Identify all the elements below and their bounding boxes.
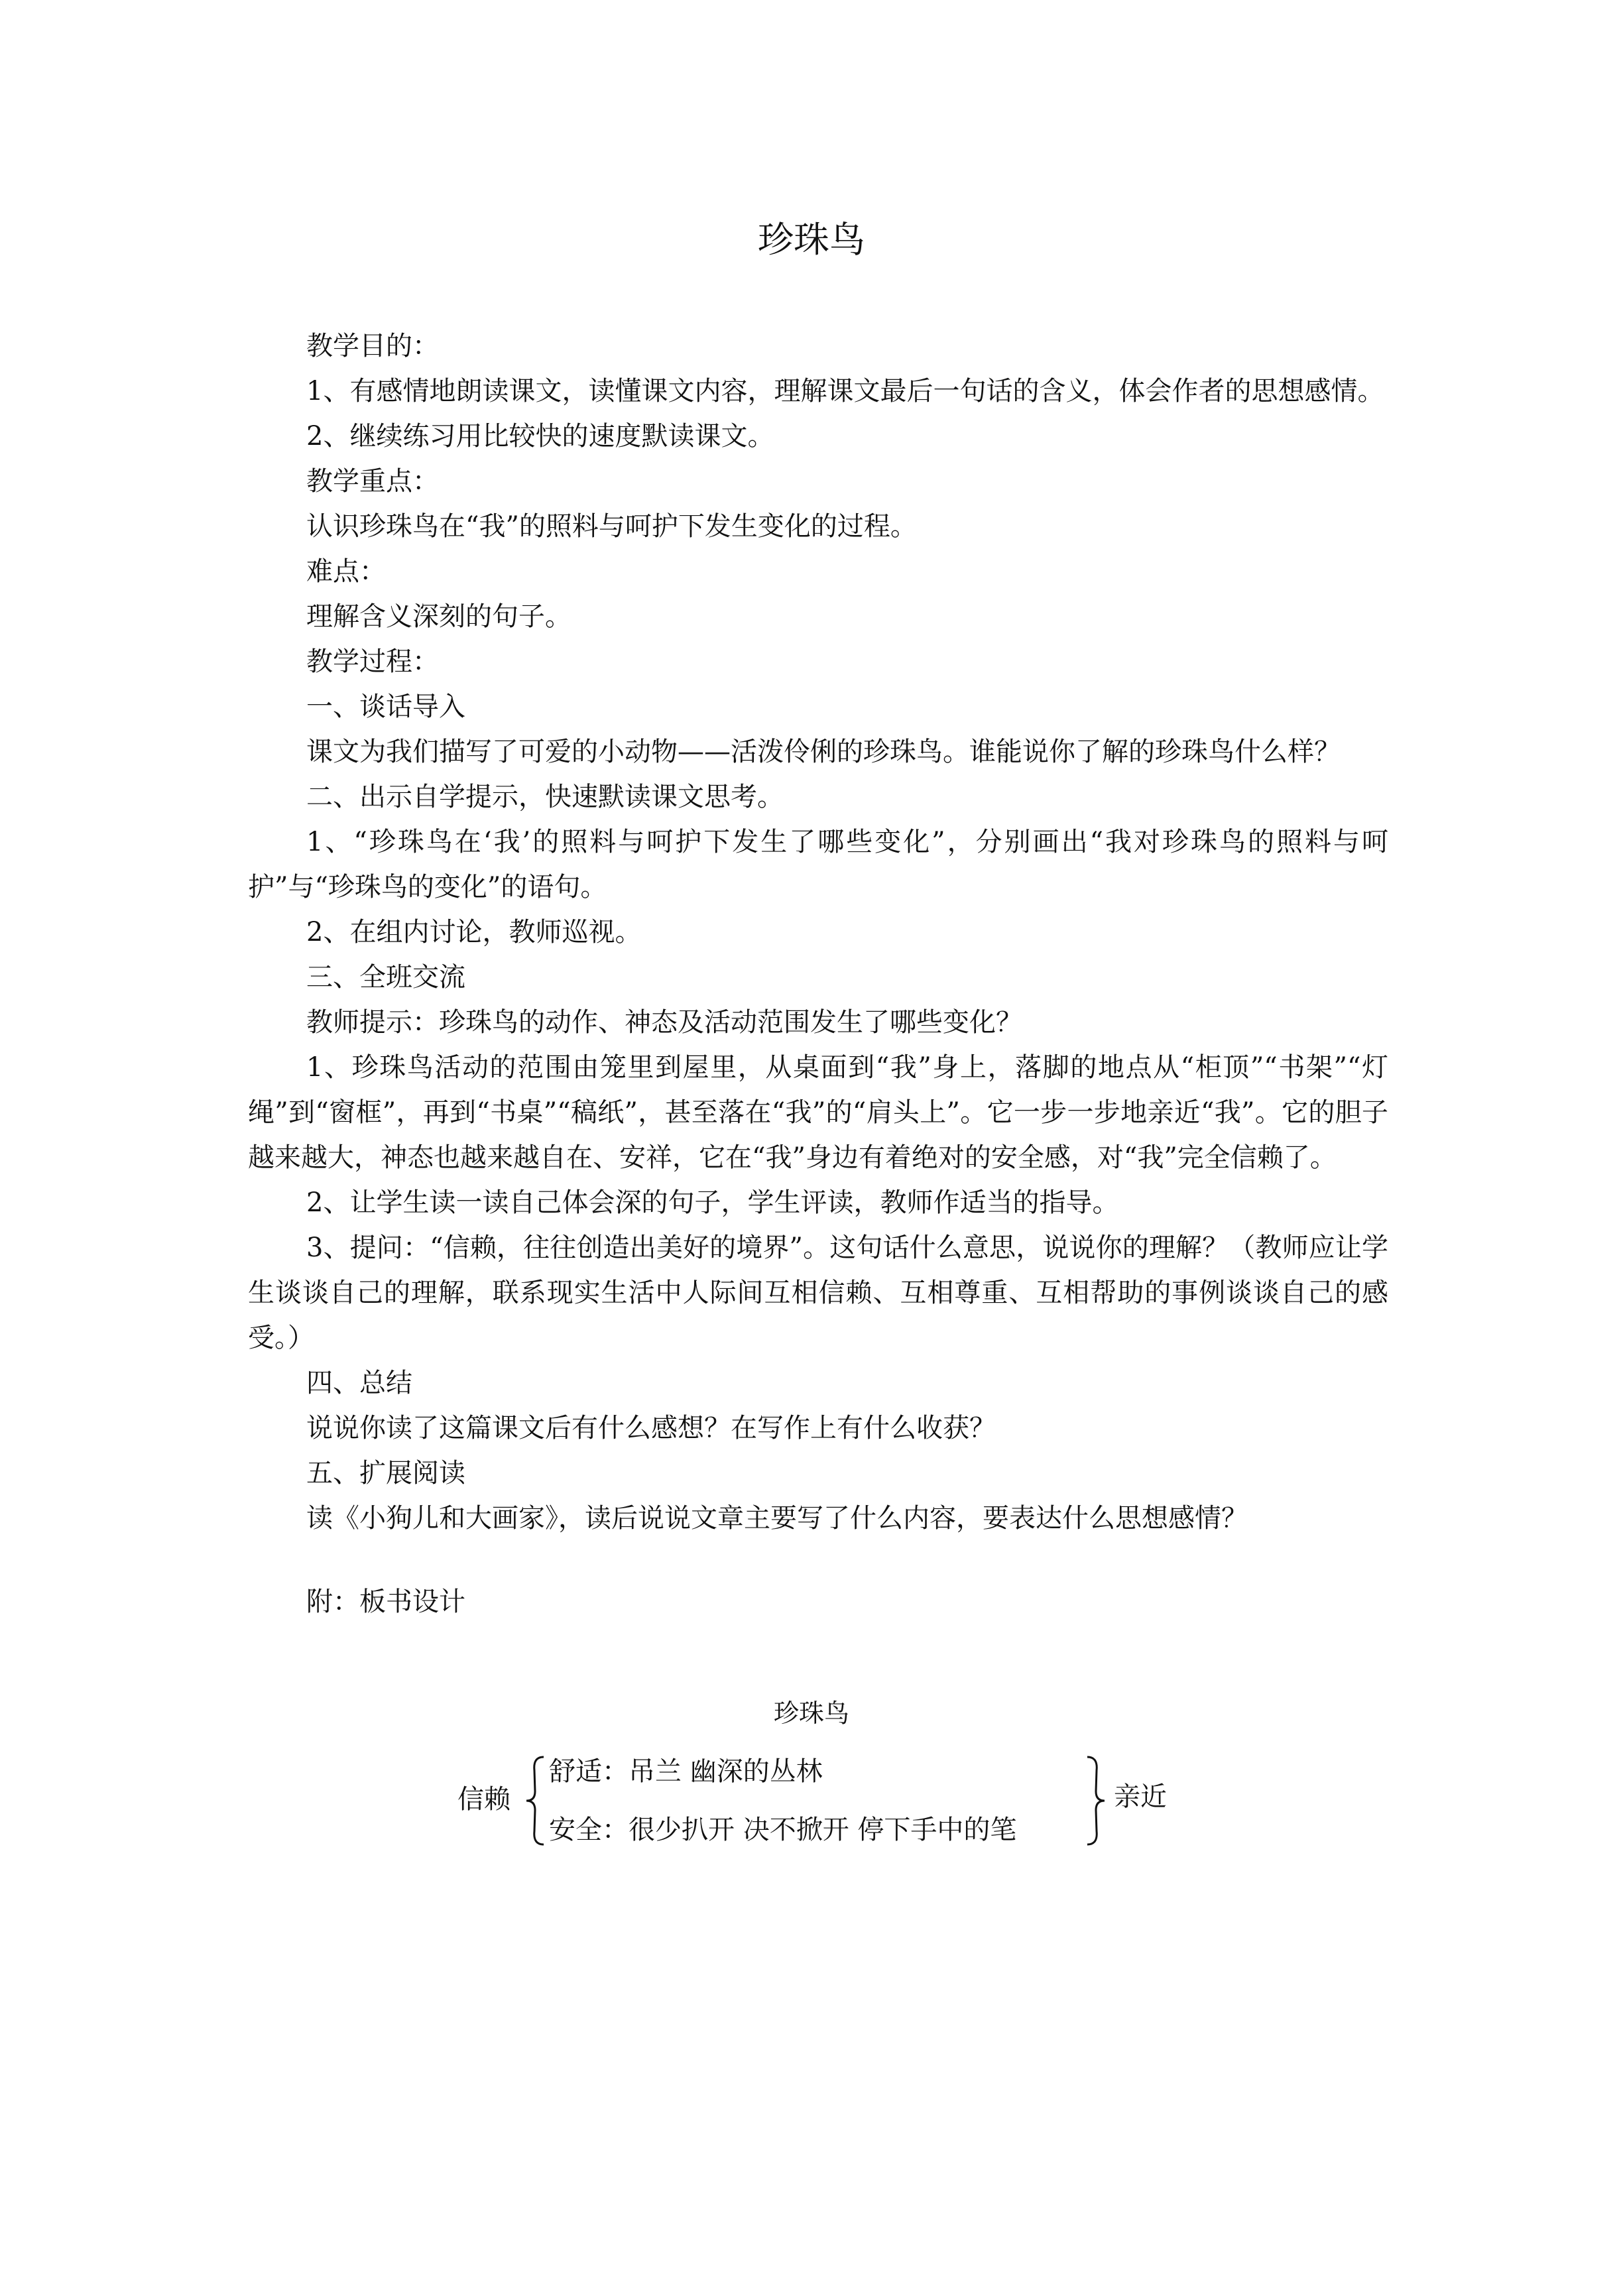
paragraph: 教学目的：	[306, 331, 439, 361]
paragraph: 理解含义深刻的句子。	[306, 601, 571, 632]
board-design	[457, 1750, 1213, 1856]
paragraph: 3、提问：“信赖，往往创造出美好的境界”。这句话什么意思，说说你的理解？（教师应让学生谈谈自己的理解，联系现实生活中人际间互相信赖、互相尊重、互相帮助的事例谈谈自己的感受。）	[248, 1233, 1388, 1353]
board-line-safety: 安全：很少扒开 决不掀开 停下手中的笔	[549, 1815, 1017, 1845]
paragraph: 读《小狗儿和大画家》，读后说说文章主要写了什么内容，要表达什么思想感情？	[306, 1503, 1248, 1534]
paragraph: 教学过程：	[306, 646, 439, 677]
page-title: 珍珠鸟	[758, 219, 865, 261]
paragraph: 教学重点：	[306, 466, 439, 497]
board-line-comfort: 舒适：吊兰 幽深的丛林	[549, 1756, 823, 1787]
board-left-label: 信赖	[457, 1784, 511, 1815]
paragraph: 二、出示自学提示，快速默读课文思考。	[306, 782, 784, 812]
board-right-label: 亲近	[1114, 1782, 1167, 1812]
paragraph: 2、让学生读一读自己体会深的句子，学生评读，教师作适当的指导。	[306, 1187, 1119, 1218]
paragraph: 四、总结	[306, 1368, 412, 1398]
paragraph: 教师提示：珍珠鸟的动作、神态及活动范围发生了哪些变化？	[306, 1007, 1022, 1038]
right-brace-icon	[1085, 1754, 1107, 1847]
paragraph: 三、全班交流	[306, 962, 465, 993]
paragraph: 五、扩展阅读	[306, 1458, 465, 1488]
spacer	[248, 1541, 1388, 1579]
paragraph: 说说你读了这篇课文后有什么感想？在写作上有什么收获？	[306, 1413, 996, 1443]
paragraph: 课文为我们描写了可爱的小动物——活泼伶俐的珍珠鸟。谁能说你了解的珍珠鸟什么样？	[306, 737, 1341, 767]
paragraph: 1、有感情地朗读课文，读懂课文内容，理解课文最后一句话的含义，体会作者的思想感情。	[306, 376, 1384, 406]
paragraph: 1、“珍珠鸟在‘我’的照料与呵护下发生了哪些变化”，分别画出“我对珍珠鸟的照料与呵护”与“珍珠鸟的变化”的语句。	[248, 827, 1388, 902]
paragraph: 2、在组内讨论，教师巡视。	[306, 917, 642, 947]
left-brace-icon	[524, 1754, 546, 1847]
paragraph: 1、珍珠鸟活动的范围由笼里到屋里，从桌面到“我”身上，落脚的地点从“柜顶”“书架”“灯绳”到“窗框”，再到“书桌”“稿纸”，甚至落在“我”的“肩头上”。它一步一步地亲近“我”。它的胆子越来越大，神态也越来越自在、安祥，它在“我”身边有着绝对的安全感，对“我”完全信赖了。	[248, 1052, 1388, 1173]
paragraph: 难点：	[306, 556, 386, 587]
paragraph: 一、谈话导入	[306, 692, 465, 722]
appendix-label: 附：板书设计	[306, 1587, 465, 1617]
board-title: 珍珠鸟	[773, 1699, 849, 1728]
paragraph: 2、继续练习用比较快的速度默读课文。	[306, 421, 774, 452]
document-body	[248, 324, 1388, 1624]
paragraph: 认识珍珠鸟在“我”的照料与呵护下发生变化的过程。	[306, 511, 917, 542]
